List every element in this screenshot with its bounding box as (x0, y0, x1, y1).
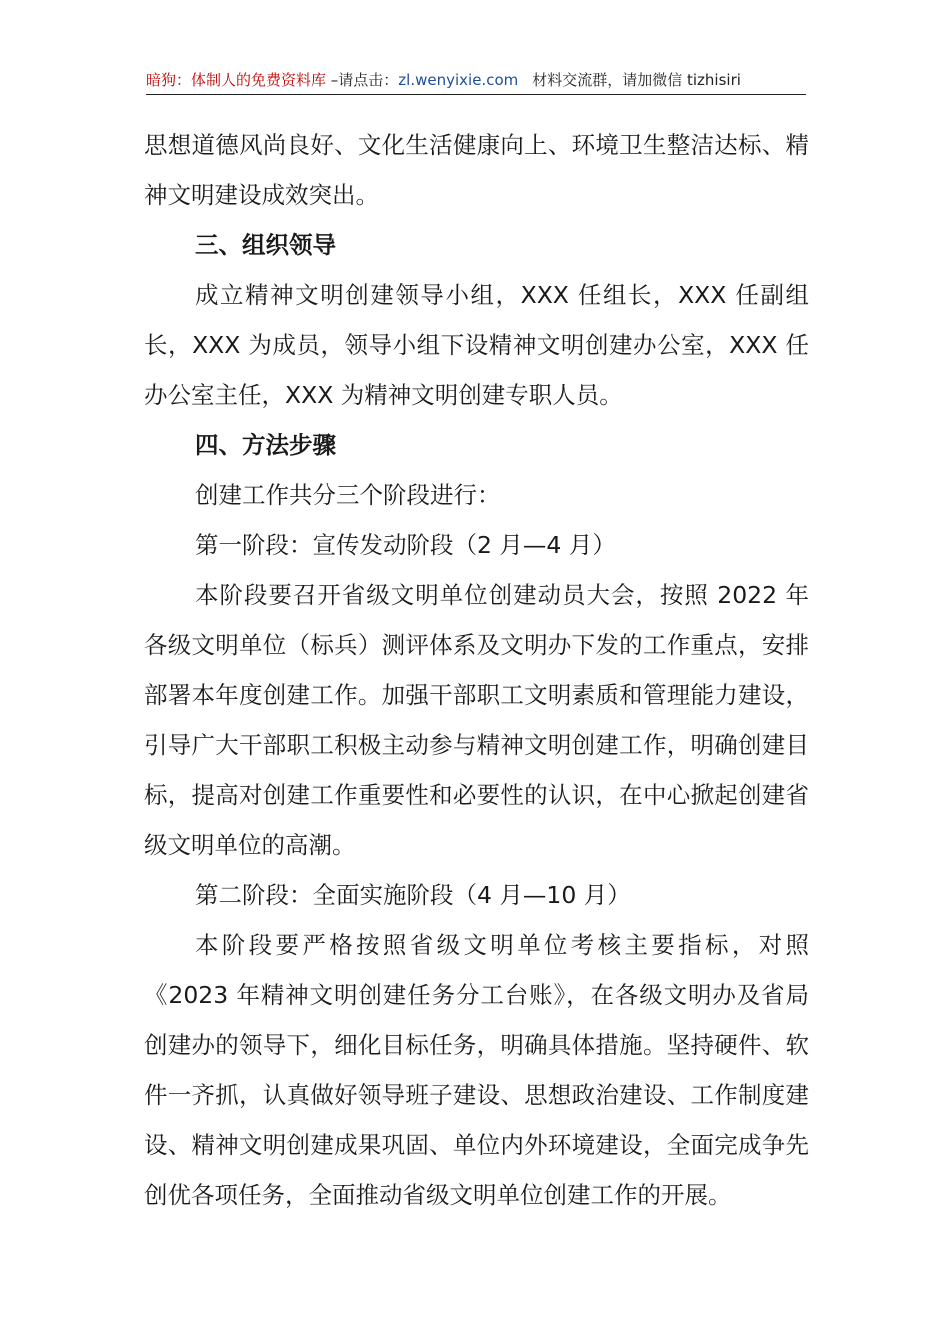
section-heading-methods: 四、方法步骤 (195, 431, 336, 459)
paragraph-stages-intro: 创建工作共分三个阶段进行： (195, 481, 501, 509)
section-heading-organization: 三、组织领导 (195, 231, 336, 259)
document-body (144, 120, 809, 1220)
paragraph-stage-two: 本阶段要严格按照省级文明单位考核主要指标，对照《2023 年精神文明创建任务分工台账》，在各级文明办及省局创建办的领导下，细化目标任务，明确具体措施。坚持硬件、软件一齐抓，认真做好领导班子建设、思想政治建设、工作制度建设、精神文明创建成果巩固、单位内外环境建设，全面完成争先创优各项任务，全面推动省级文明单位创建工作的开展。 (144, 931, 809, 1209)
header-contact: 材料交流群，请加微信 tizhisiri (532, 71, 741, 89)
page-header (146, 68, 806, 95)
header-prompt: –请点击： (326, 71, 399, 89)
header-brand: 暗狗：体制人的免费资料库 (146, 71, 327, 89)
paragraph-stage-one: 本阶段要召开省级文明单位创建动员大会，按照 2022 年各级文明单位（标兵）测评体系及文明办下发的工作重点，安排部署本年度创建工作。加强干部职工文明素质和管理能力建设，引导广大干部职工积极主动参与精神文明创建工作，明确创建目标，提高对创建工作重要性和必要性的认识，在中心掀起创建省级文明单位的高潮。 (144, 581, 809, 859)
paragraph-continued: 思想道德风尚良好、文化生活健康向上、环境卫生整洁达标、精神文明建设成效突出。 (144, 131, 809, 209)
paragraph-leadership-group: 成立精神文明创建领导小组，XXX 任组长，XXX 任副组长，XXX 为成员，领导小组下设精神文明创建办公室，XXX 任办公室主任，XXX 为精神文明创建专职人员。 (144, 281, 809, 409)
header-url-link[interactable]: zl.wenyixie.com (398, 71, 519, 89)
stage-two-title: 第二阶段：全面实施阶段（4 月—10 月） (195, 881, 631, 909)
stage-one-title: 第一阶段：宣传发动阶段（2 月—4 月） (195, 531, 616, 559)
